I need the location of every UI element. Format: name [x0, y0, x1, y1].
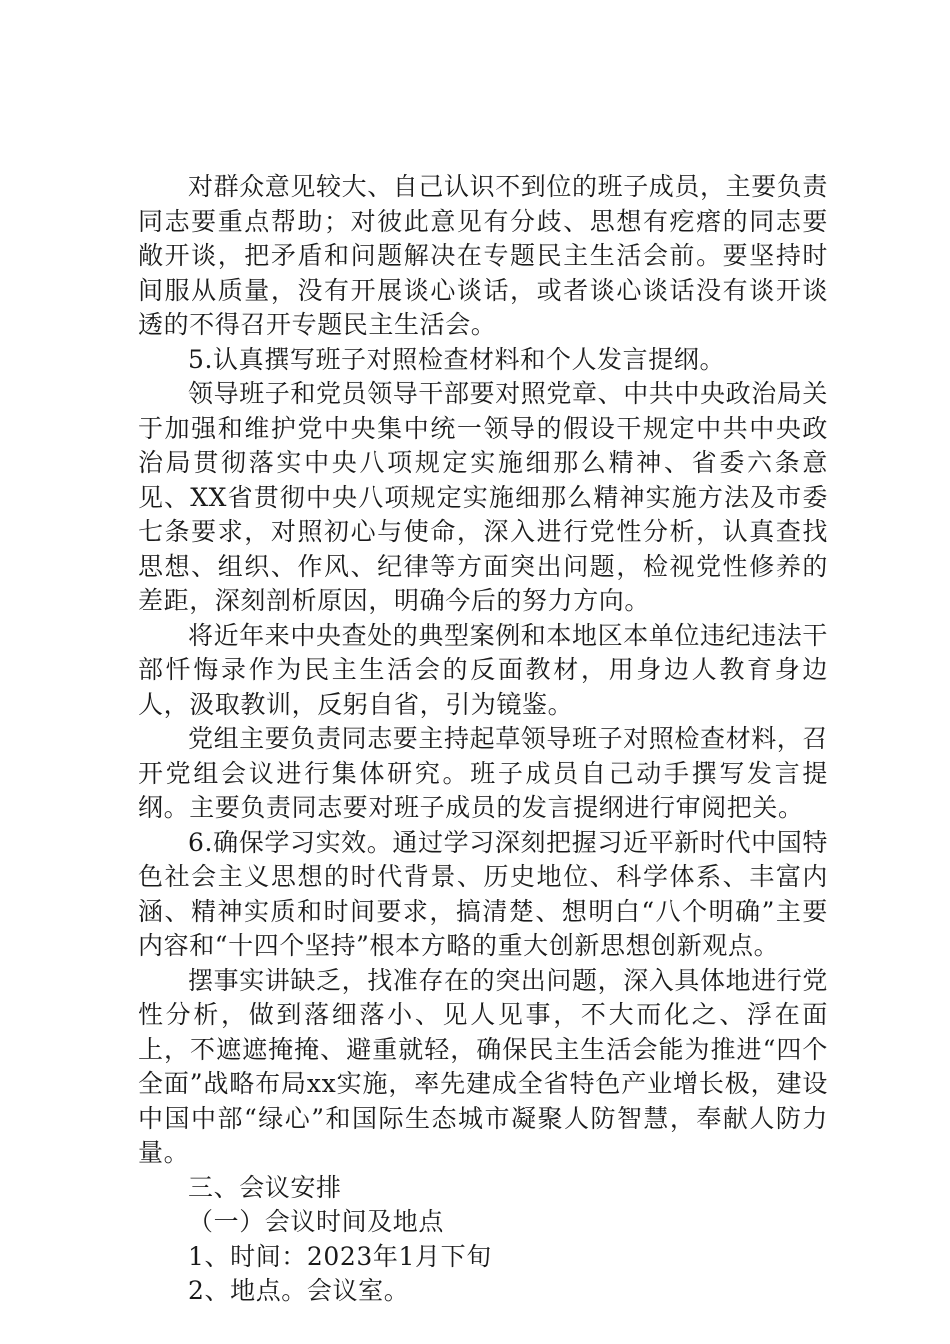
meeting-time: 1、时间：2023年1月下旬: [188, 1241, 492, 1271]
paragraph-item-5-heading: 5.认真撰写班子对照检查材料和个人发言提纲。: [188, 344, 726, 374]
paragraph-item-6-study: 6.确保学习实效。通过学习深刻把握习近平新时代中国特色社会主义思想的时代背景、历史地位、科学体系、丰富内涵、精神实质和时间要求，搞清楚、想明白“八个明确”主要内容和“十四个坚持”根本方略的重大创新思想创新观点。: [138, 827, 828, 960]
document-body: [138, 170, 828, 1309]
paragraph-talk-guidance: 对群众意见较大、自己认识不到位的班子成员，主要负责同志要重点帮助；对彼此意见有分歧、思想有疙瘩的同志要敞开谈，把矛盾和问题解决在专题民主生活会前。要坚持时间服从质量，没有开展谈心谈话，或者谈心谈话没有谈开谈透的不得召开专题民主生活会。: [138, 172, 829, 339]
paragraph-self-check-requirements: 领导班子和党员领导干部要对照党章、中共中央政治局关于加强和维护党中央集中统一领导的假设干规定中共中央政治局贯彻落实中央八项规定实施细那么精神、省委六条意见、XX省贯彻中央八项规定实施细那么精神实施方法及市委七条要求，对照初心与使命，深入进行党性分析，认真查找思想、组织、作风、纪律等方面突出问题，检视党性修养的差距，深刻剖析原因，明确今后的努力方向。: [138, 379, 829, 615]
paragraph-find-problems: 摆事实讲缺乏，找准存在的突出问题，深入具体地进行党性分析，做到落细落小、见人见事，不大而化之、浮在面上，不遮遮掩掩、避重就轻，确保民主生活会能为推进“四个全面”战略布局xx实施，率先建成全省特色产业增长极，建设中国中部“绿心”和国际生态城市凝聚人防智慧，奉献人防力量。: [138, 965, 829, 1167]
section-heading-meeting-arrangement: 三、会议安排: [188, 1172, 342, 1202]
paragraph-case-lessons: 将近年来中央查处的典型案例和本地区本单位违纪违法干部忏悔录作为民主生活会的反面教材，用身边人教育身边人，汲取教训，反躬自省，引为镜鉴。: [138, 620, 829, 719]
subsection-heading-time-place: （一）会议时间及地点: [188, 1207, 445, 1236]
meeting-place: 2、地点。会议室。: [188, 1276, 410, 1305]
paragraph-drafting-materials: 党组主要负责同志要主持起草领导班子对照检查材料，召开党组会议进行集体研究。班子成员自己动手撰写发言提纲。主要负责同志要对班子成员的发言提纲进行审阅把关。: [138, 724, 829, 822]
